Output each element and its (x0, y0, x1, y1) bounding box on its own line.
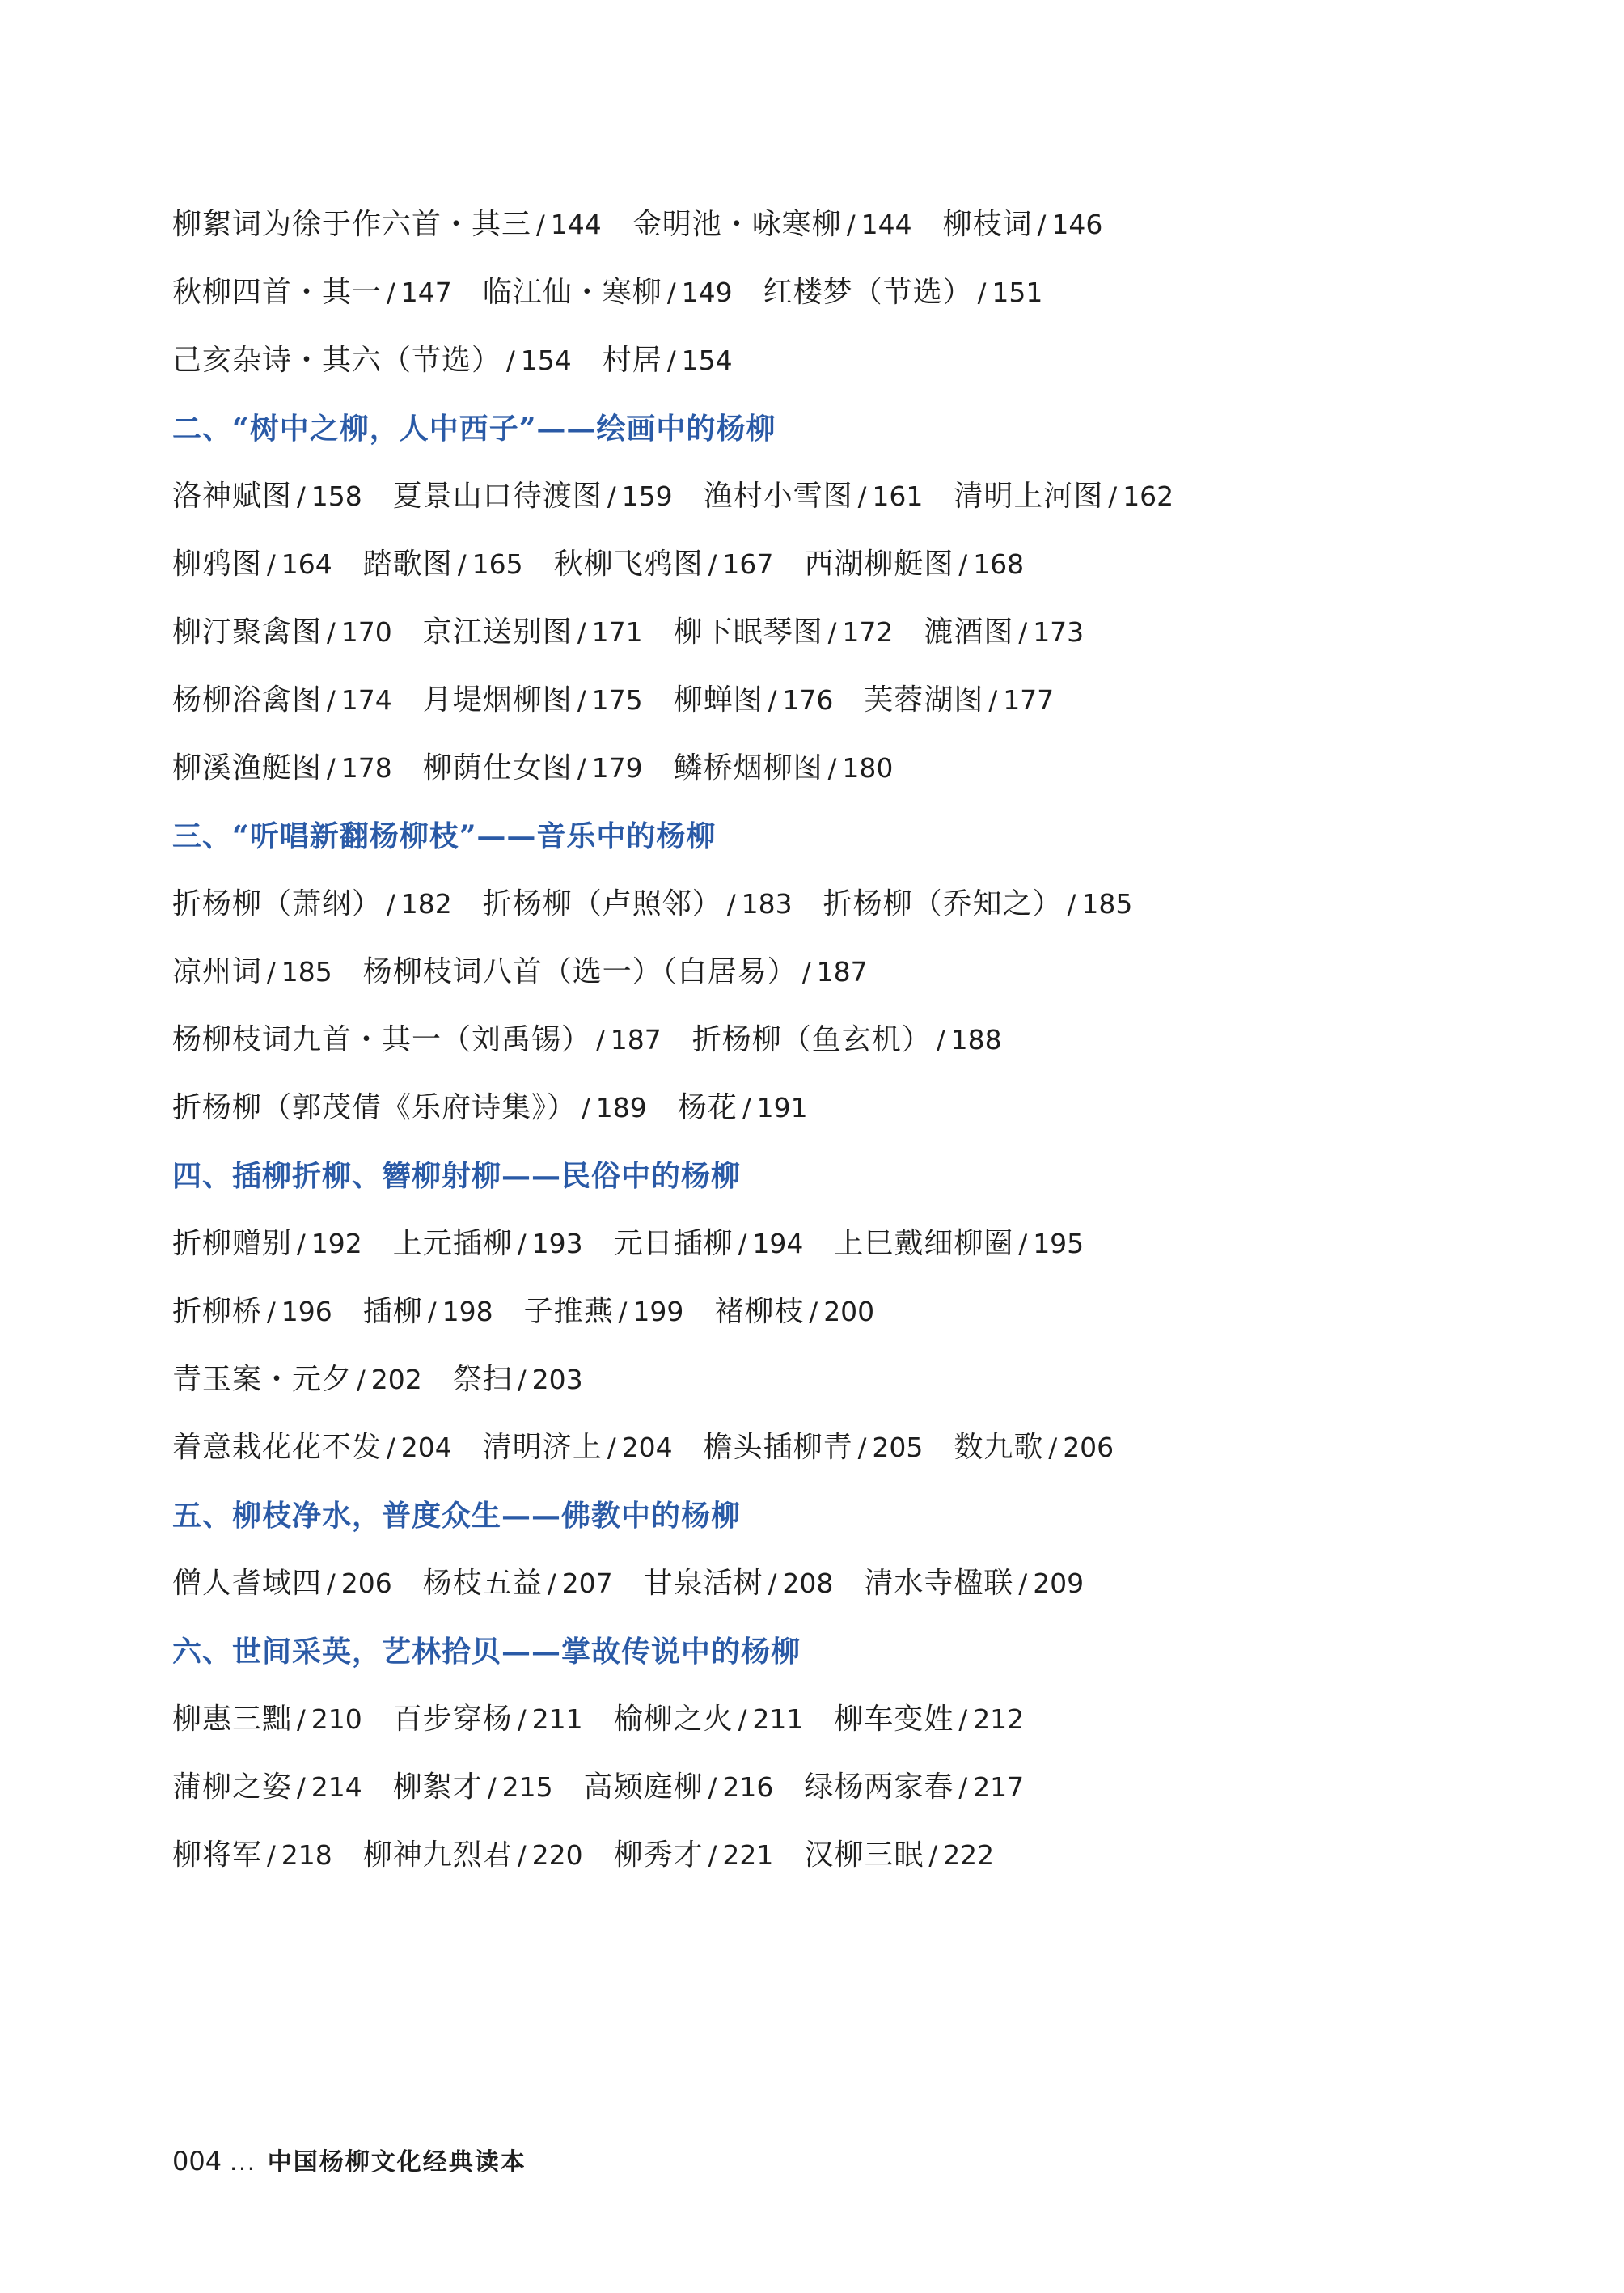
toc-entry (954, 470, 1174, 523)
toc-line (172, 606, 1507, 674)
toc-entry (172, 1421, 452, 1474)
entry-page-number: 204 (400, 1432, 452, 1463)
toc-entry (423, 742, 643, 795)
entry-page-number: 175 (591, 684, 643, 716)
entry-title: 柳神九烈君 (362, 1838, 513, 1872)
entry-separator: / (596, 1025, 606, 1056)
entry-separator: / (827, 753, 838, 784)
entry-page-number: 167 (722, 548, 774, 580)
entry-page-number: 188 (950, 1024, 1002, 1056)
entry-separator: / (1018, 1229, 1029, 1259)
toc-line (172, 1013, 1507, 1081)
toc-entry (614, 1829, 774, 1882)
entry-separator: / (327, 685, 336, 716)
entry-separator: / (427, 1297, 438, 1327)
entry-page-number: 187 (816, 956, 868, 988)
entry-separator: / (857, 1432, 868, 1463)
entry-separator: / (517, 1704, 527, 1735)
toc-entry (678, 1081, 808, 1135)
entry-title: 杨枝五益 (422, 1567, 543, 1600)
toc-entry (172, 1217, 362, 1271)
entry-page-number: 161 (872, 480, 924, 512)
entry-page-number: 221 (722, 1839, 774, 1871)
entry-separator: / (517, 1840, 527, 1871)
toc-line (172, 1829, 1507, 1897)
entry-page-number: 182 (400, 888, 452, 920)
entry-separator: / (297, 1704, 307, 1735)
entry-separator: / (768, 1568, 778, 1599)
entry-title: 折杨柳（卢照邻） (482, 887, 722, 920)
entry-page-number: 179 (591, 752, 643, 784)
entry-page-number: 164 (281, 548, 332, 580)
toc-entry (172, 742, 392, 795)
entry-title: 夏景山口待渡图 (392, 480, 603, 513)
entry-title: 折杨柳（鱼玄机） (691, 1023, 932, 1056)
entry-separator: / (768, 685, 778, 716)
entry-page-number: 206 (340, 1567, 392, 1599)
entry-separator: / (582, 1093, 591, 1123)
entry-page-number: 198 (442, 1296, 493, 1327)
entry-title: 京江送别图 (422, 616, 573, 649)
entry-page-number: 172 (842, 616, 894, 648)
entry-title: 柳汀聚禽图 (172, 616, 323, 649)
toc-entry (172, 538, 332, 591)
entry-title: 踏歌图 (362, 548, 453, 581)
entry-title: 鳞桥烟柳图 (673, 751, 823, 785)
toc-entry (692, 1013, 1002, 1067)
entry-page-number: 199 (632, 1296, 684, 1327)
toc-entry (554, 538, 774, 591)
toc-entry (453, 1353, 583, 1407)
entry-separator: / (267, 549, 277, 580)
entry-page-number: 149 (681, 277, 733, 308)
entry-separator: / (607, 1432, 617, 1463)
toc-entry (172, 1761, 362, 1814)
entry-page-number: 151 (992, 277, 1043, 308)
toc-entry (584, 1761, 774, 1814)
toc-entry (714, 1285, 874, 1339)
entry-separator: / (666, 277, 677, 308)
entry-page-number: 189 (595, 1092, 647, 1123)
entry-title: 折杨柳（郭茂倩《乐府诗集》） (172, 1091, 577, 1124)
entry-page-number: 196 (281, 1296, 332, 1327)
entry-page-number: 176 (782, 684, 834, 716)
toc-line (172, 1421, 1507, 1489)
entry-page-number: 209 (1033, 1567, 1085, 1599)
entry-separator: / (267, 1840, 277, 1871)
toc-entry (363, 1285, 493, 1339)
entry-title: 折柳桥 (172, 1295, 263, 1328)
toc-entry (644, 1557, 834, 1610)
entry-separator: / (988, 685, 999, 716)
toc-line (172, 470, 1507, 538)
entry-page-number: 159 (621, 480, 673, 512)
entry-separator: / (506, 345, 516, 376)
entry-title: 金明池・咏寒柳 (632, 208, 842, 241)
toc-entry (363, 946, 868, 999)
toc-entry (924, 606, 1084, 659)
entry-page-number: 171 (591, 616, 643, 648)
toc-entry (423, 674, 643, 727)
toc-entry (823, 878, 1133, 931)
entry-page-number: 215 (501, 1771, 553, 1803)
entry-separator: / (1018, 1568, 1029, 1599)
entry-title: 凉州词 (172, 955, 263, 988)
toc-entry (603, 334, 733, 387)
entry-separator: / (357, 1364, 366, 1395)
entry-page-number: 154 (681, 345, 733, 376)
entry-title: 蒲柳之姿 (172, 1771, 293, 1804)
toc-entry (172, 266, 452, 319)
entry-title: 秋柳飞鸦图 (553, 548, 704, 581)
entry-page-number: 205 (872, 1432, 924, 1463)
entry-page-number: 202 (370, 1364, 422, 1395)
toc-entry (363, 538, 523, 591)
toc-entry (943, 198, 1103, 252)
entry-separator: / (536, 209, 546, 240)
entry-separator: / (1108, 481, 1119, 512)
toc-entry (172, 334, 572, 387)
entry-title: 柳絮才 (392, 1771, 483, 1804)
toc-line (172, 1217, 1507, 1285)
entry-separator: / (457, 549, 467, 580)
entry-separator: / (846, 209, 856, 240)
toc-entry (363, 1829, 583, 1882)
entry-title: 村居 (602, 344, 662, 377)
toc-entry (704, 1421, 924, 1474)
section-heading: 六、世间采英，艺林拾贝——掌故传说中的杨柳 (172, 1635, 801, 1669)
entry-title: 青玉案・元夕 (172, 1363, 353, 1396)
toc-line (172, 1081, 1507, 1149)
entry-title: 洛神赋图 (172, 480, 293, 513)
entry-page-number: 183 (741, 888, 793, 920)
entry-title: 折柳赠别 (172, 1227, 293, 1260)
entry-title: 杨花 (677, 1091, 738, 1124)
toc-entry (393, 1217, 583, 1271)
entry-page-number: 177 (1003, 684, 1055, 716)
entry-page-number: 154 (520, 345, 572, 376)
entry-title: 折杨柳（萧纲） (172, 887, 383, 920)
toc-entry (704, 470, 924, 523)
entry-separator: / (387, 1432, 396, 1463)
entry-page-number: 146 (1051, 209, 1103, 240)
entry-separator: / (618, 1297, 628, 1327)
entry-page-number: 200 (823, 1296, 875, 1327)
entry-title: 西湖柳艇图 (804, 548, 954, 581)
entry-title: 己亥杂诗・其六（节选） (172, 344, 502, 377)
entry-title: 柳车变姓 (834, 1703, 954, 1736)
toc-entry (172, 1829, 332, 1882)
entry-separator: / (1048, 1432, 1059, 1463)
entry-title: 渔村小雪图 (703, 480, 853, 513)
entry-title: 杨柳枝词九首・其一（刘禹锡） (172, 1023, 592, 1056)
entry-separator: / (1037, 209, 1047, 240)
page-number: 004 (172, 2146, 222, 2177)
entry-separator: / (1018, 617, 1029, 648)
toc-entry (674, 606, 894, 659)
entry-separator: / (577, 753, 587, 784)
toc-entry (172, 674, 392, 727)
entry-separator: / (809, 1297, 819, 1327)
toc-entry (864, 674, 1054, 727)
entry-separator: / (267, 1297, 277, 1327)
entry-page-number: 222 (943, 1839, 995, 1871)
entry-title: 僧人耆域四 (172, 1567, 323, 1600)
toc-entry (172, 470, 362, 523)
entry-page-number: 208 (782, 1567, 834, 1599)
toc-entry (674, 674, 834, 727)
footer-dots: ... (230, 2149, 256, 2176)
entry-separator: / (577, 685, 587, 716)
entry-title: 柳溪渔艇图 (172, 751, 323, 785)
entry-page-number: 144 (550, 209, 602, 240)
toc-entry (864, 1557, 1084, 1610)
entry-separator: / (517, 1229, 527, 1259)
entry-separator: / (387, 277, 396, 308)
entry-title: 榆柳之火 (613, 1703, 734, 1736)
entry-page-number: 214 (311, 1771, 362, 1803)
entry-title: 清明济上 (482, 1431, 603, 1464)
entry-title: 柳鸦图 (172, 548, 263, 581)
toc-line (172, 1285, 1507, 1353)
entry-title: 元日插柳 (613, 1227, 734, 1260)
entry-title: 上巳戴细柳圈 (834, 1227, 1014, 1260)
entry-title: 柳枝词 (942, 208, 1033, 241)
toc-entry (483, 1421, 673, 1474)
toc-entry (763, 266, 1043, 319)
toc-entry (614, 1693, 804, 1746)
entry-page-number: 170 (340, 616, 392, 648)
entry-page-number: 178 (340, 752, 392, 784)
entry-separator: / (297, 1772, 307, 1803)
entry-title: 柳下眠琴图 (673, 616, 823, 649)
toc-entry (804, 538, 1024, 591)
entry-page-number: 180 (842, 752, 894, 784)
toc-entry (172, 1285, 332, 1339)
entry-page-number: 185 (1081, 888, 1133, 920)
toc-line (172, 538, 1507, 606)
entry-title: 秋柳四首・其一 (172, 276, 383, 309)
toc-entry (614, 1217, 804, 1271)
entry-title: 柳惠三黜 (172, 1703, 293, 1736)
entry-title: 高颎庭柳 (583, 1771, 704, 1804)
entry-separator: / (327, 1568, 336, 1599)
entry-page-number: 212 (973, 1703, 1025, 1735)
entry-separator: / (708, 1772, 718, 1803)
entry-separator: / (297, 1229, 307, 1259)
section-heading: 二、“树中之柳，人中西子”——绘画中的杨柳 (172, 412, 776, 446)
entry-separator: / (708, 549, 718, 580)
entry-title: 数九歌 (954, 1431, 1044, 1464)
entry-page-number: 207 (561, 1567, 613, 1599)
toc-entry (172, 606, 392, 659)
entry-separator: / (958, 1704, 969, 1735)
entry-title: 杨柳枝词八首（选一）（白居易） (362, 955, 797, 988)
entry-title: 百步穿杨 (392, 1703, 513, 1736)
entry-separator: / (857, 481, 868, 512)
entry-separator: / (936, 1025, 946, 1056)
toc-entry (172, 1693, 362, 1746)
entry-separator: / (267, 957, 277, 988)
entry-title: 杨柳浴禽图 (172, 683, 323, 717)
entry-title: 折杨柳（乔知之） (823, 887, 1063, 920)
entry-separator: / (928, 1840, 939, 1871)
book-title: 中国杨柳文化经典读本 (267, 2148, 527, 2177)
entry-separator: / (958, 1772, 969, 1803)
toc-entry (172, 946, 332, 999)
toc-entry (483, 266, 733, 319)
entry-page-number: 211 (752, 1703, 804, 1735)
entry-page-number: 185 (281, 956, 332, 988)
toc-line (172, 198, 1507, 266)
toc-line (172, 742, 1507, 810)
entry-title: 红楼梦（节选） (763, 276, 973, 309)
entry-title: 柳蝉图 (673, 683, 763, 717)
section-heading: 四、插柳折柳、簪柳射柳——民俗中的杨柳 (172, 1159, 742, 1193)
toc-entry (393, 1761, 553, 1814)
toc-entry (804, 1829, 994, 1882)
entry-title: 月堤烟柳图 (422, 683, 573, 717)
entry-page-number: 218 (281, 1839, 332, 1871)
entry-page-number: 195 (1033, 1228, 1085, 1259)
toc-entry (393, 1693, 583, 1746)
entry-separator: / (297, 481, 307, 512)
toc-entry (834, 1693, 1024, 1746)
entry-separator: / (801, 957, 812, 988)
toc-line (172, 1557, 1507, 1625)
entry-title: 甘泉活树 (643, 1567, 763, 1600)
entry-page-number: 203 (531, 1364, 583, 1395)
entry-separator: / (738, 1229, 748, 1259)
entry-separator: / (327, 753, 336, 784)
entry-title: 临江仙・寒柳 (482, 276, 662, 309)
toc-entry (954, 1421, 1114, 1474)
toc-entry (423, 1557, 613, 1610)
entry-page-number: 211 (531, 1703, 583, 1735)
toc-line (172, 1693, 1507, 1761)
entry-separator: / (738, 1704, 748, 1735)
toc-entry (172, 198, 602, 252)
entry-page-number: 194 (752, 1228, 804, 1259)
entry-title: 芙蓉湖图 (864, 683, 984, 717)
entry-page-number: 158 (311, 480, 362, 512)
toc-entry (834, 1217, 1084, 1271)
entry-separator: / (1067, 889, 1077, 920)
entry-page-number: 193 (531, 1228, 583, 1259)
entry-title: 褚柳枝 (714, 1295, 805, 1328)
toc-entry (172, 1081, 647, 1135)
entry-separator: / (742, 1093, 752, 1123)
entry-separator: / (577, 617, 587, 648)
toc-line (172, 1761, 1507, 1829)
toc-entry (172, 878, 452, 931)
entry-title: 柳絮词为徐于作六首・其三 (172, 208, 532, 241)
entry-separator: / (958, 549, 969, 580)
entry-page-number: 144 (861, 209, 912, 240)
entry-title: 清明上河图 (954, 480, 1104, 513)
toc-entry (483, 878, 793, 931)
toc-entry (393, 470, 673, 523)
entry-separator: / (387, 889, 396, 920)
entry-page-number: 216 (722, 1771, 774, 1803)
entry-page-number: 191 (756, 1092, 808, 1123)
entry-title: 檐头插柳青 (703, 1431, 853, 1464)
entry-separator: / (487, 1772, 497, 1803)
entry-separator: / (666, 345, 677, 376)
entry-separator: / (517, 1364, 527, 1395)
entry-separator: / (827, 617, 838, 648)
entry-page-number: 162 (1123, 480, 1174, 512)
entry-page-number: 192 (311, 1228, 362, 1259)
entry-page-number: 173 (1033, 616, 1085, 648)
entry-page-number: 187 (610, 1024, 662, 1056)
entry-title: 插柳 (362, 1295, 423, 1328)
entry-page-number: 165 (472, 548, 523, 580)
entry-page-number: 204 (621, 1432, 673, 1463)
toc-line (172, 266, 1507, 334)
entry-page-number: 217 (973, 1771, 1025, 1803)
toc-entry (632, 198, 912, 252)
toc-entry (172, 1557, 392, 1610)
entry-title: 漉酒图 (924, 616, 1014, 649)
entry-separator: / (547, 1568, 557, 1599)
entry-page-number: 174 (340, 684, 392, 716)
entry-page-number: 220 (531, 1839, 583, 1871)
toc-entry (172, 1353, 422, 1407)
table-of-contents (172, 198, 1507, 1897)
toc-line (172, 946, 1507, 1013)
entry-page-number: 206 (1063, 1432, 1114, 1463)
entry-title: 子推燕 (523, 1295, 614, 1328)
toc-line (172, 334, 1507, 402)
entry-separator: / (607, 481, 617, 512)
toc-line (172, 674, 1507, 742)
entry-page-number: 168 (973, 548, 1025, 580)
toc-entry (804, 1761, 1024, 1814)
toc-line (172, 878, 1507, 946)
entry-title: 着意栽花花不发 (172, 1431, 383, 1464)
entry-page-number: 147 (400, 277, 452, 308)
entry-title: 祭扫 (452, 1363, 513, 1396)
toc-entry (423, 606, 643, 659)
entry-title: 清水寺楹联 (864, 1567, 1014, 1600)
entry-page-number: 210 (311, 1703, 362, 1735)
entry-title: 汉柳三眠 (804, 1838, 924, 1872)
entry-title: 上元插柳 (392, 1227, 513, 1260)
entry-title: 柳秀才 (613, 1838, 704, 1872)
entry-separator: / (977, 277, 988, 308)
toc-entry (172, 1013, 662, 1067)
entry-separator: / (708, 1840, 718, 1871)
section-heading: 三、“听唱新翻杨柳枝”——音乐中的杨柳 (172, 819, 717, 853)
entry-title: 柳将军 (172, 1838, 263, 1872)
entry-title: 绿杨两家春 (804, 1771, 954, 1804)
entry-separator: / (327, 617, 336, 648)
toc-line (172, 1353, 1507, 1421)
entry-separator: / (726, 889, 737, 920)
toc-entry (674, 742, 894, 795)
toc-entry (524, 1285, 684, 1339)
entry-title: 柳荫仕女图 (422, 751, 573, 785)
page-footer (172, 2142, 527, 2177)
section-heading: 五、柳枝净水，普度众生——佛教中的杨柳 (172, 1499, 742, 1533)
